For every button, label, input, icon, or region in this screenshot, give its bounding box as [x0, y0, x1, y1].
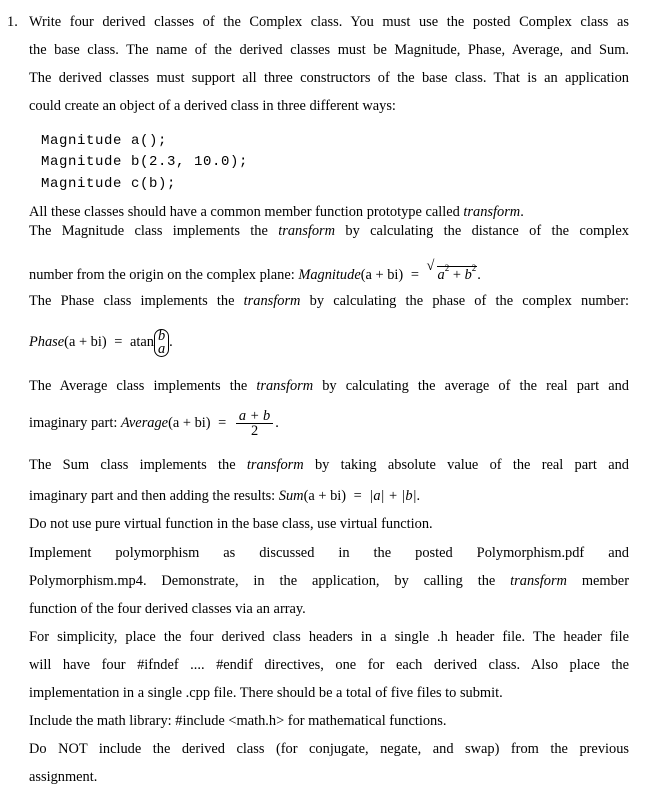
paragraph-line: All these classes should have a common member function prototype called transform.: [29, 204, 524, 220]
paragraph-line: Include the math library: #include <math.h> for mathematical functions.: [29, 713, 447, 729]
paragraph-line: The Magnitude class implements the transform by calculating the distance of the complex: [29, 223, 629, 239]
average-fraction: $\frac{a + b}{2}$: [236, 409, 273, 438]
phase-function: Phase: [29, 334, 65, 350]
phase-formula-line: Phase(a + bi) = atan b a .: [29, 327, 173, 357]
paragraph-line: Do NOT include the derived class (for conjugate, negate, and swap) from the previous: [29, 741, 629, 757]
magnitude-function: Magnitude: [298, 267, 361, 283]
sqrt-expression: √ $a^2 + b^2$: [426, 258, 477, 283]
transform-term: transform: [278, 223, 336, 239]
transform-term: transform: [246, 457, 304, 473]
paragraph-line: The derived classes must support all three constructors of the base class. That is an application: [29, 70, 629, 86]
average-function: Average: [120, 415, 169, 431]
transform-term: transform: [463, 204, 521, 220]
paragraph-line: implementation in a single .cpp file. There should be a total of five files to submit.: [29, 685, 503, 701]
paragraph-line: function of the four derived classes via an array.: [29, 601, 306, 617]
paragraph-line: could create an object of a derived class in three different ways:: [29, 98, 396, 114]
code-line: Magnitude b(2.3, 10.0);: [41, 154, 249, 170]
transform-term: transform: [256, 378, 314, 394]
paragraph-line: will have four #ifndef .... #endif directives, one for each derived class. Also place the: [29, 657, 629, 673]
sqrt-icon: √: [426, 258, 435, 274]
paragraph-line: Do not use pure virtual function in the base class, use virtual function.: [29, 516, 433, 532]
paragraph-line: The Average class implements the transform by calculating the average of the real part and: [29, 378, 629, 394]
paragraph-line: the base class. The name of the derived classes must be Magnitude, Phase, Average, and Sum.: [29, 42, 629, 58]
paragraph-line: The Sum class implements the transform by taking absolute value of the real part and: [29, 457, 629, 473]
phase-fraction: b a: [154, 329, 169, 357]
sum-formula-line: imaginary part and then adding the results: Sum(a + bi) = |a| + |b|.: [29, 488, 421, 504]
code-line: Magnitude a();: [41, 133, 168, 149]
paragraph-line: Polymorphism.mp4. Demonstrate, in the application, by calling the transform member: [29, 573, 629, 589]
sum-function: Sum: [278, 488, 304, 504]
average-formula-line: imaginary part: Average(a + bi) = $\frac{a + b}{2}$ .: [29, 408, 279, 440]
paragraph-line: Write four derived classes of the Complex class. You must use the posted Complex class as: [29, 14, 629, 30]
magnitude-formula-line: number from the origin on the complex plane: Magnitude(a + bi) = √ $a^2 + b^2$.: [29, 258, 481, 283]
item-number: 1.: [7, 14, 18, 30]
transform-term: transform: [510, 573, 567, 589]
paragraph-line: The Phase class implements the transform by calculating the phase of the complex number:: [29, 293, 629, 309]
paragraph-line: assignment.: [29, 769, 98, 785]
transform-term: transform: [243, 293, 301, 309]
paragraph-line: Implement polymorphism as discussed in the posted Polymorphism.pdf and: [29, 545, 629, 561]
paragraph-line: For simplicity, place the four derived class headers in a single .h header file. The header file: [29, 629, 629, 645]
code-line: Magnitude c(b);: [41, 176, 177, 192]
